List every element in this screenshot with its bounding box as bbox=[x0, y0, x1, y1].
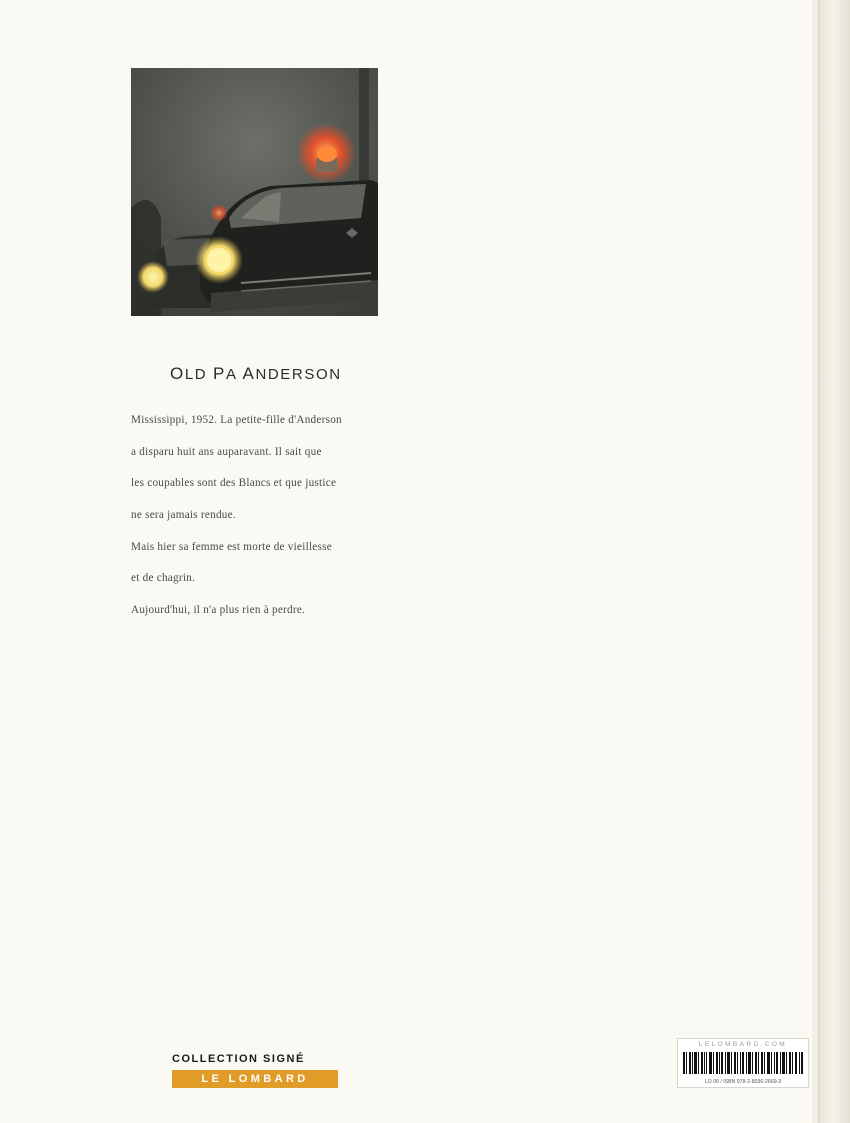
isbn-barcode bbox=[677, 1038, 809, 1088]
summary-line: et de chagrin. bbox=[131, 572, 196, 585]
publisher-url: LELOMBARD.COM bbox=[698, 1041, 788, 1048]
summary-line: Aujourd'hui, il n'a plus rien à perdre. bbox=[131, 604, 306, 617]
summary-line: Mais hier sa femme est morte de vieillesse bbox=[131, 540, 332, 553]
spine-fold bbox=[818, 0, 820, 1123]
cover-illustration bbox=[131, 68, 378, 316]
book-title: OLD PA ANDERSON bbox=[170, 364, 342, 383]
summary-line: a disparu huit ans auparavant. Il sait que bbox=[131, 445, 322, 458]
summary-line: Mississippi, 1952. La petite-fille d'Anderson bbox=[131, 414, 342, 426]
isbn-code: LO 06 / ISBN 978-2-8036-2669-3 bbox=[704, 1079, 782, 1085]
summary-line: les coupables sont des Blancs et que justice bbox=[131, 477, 337, 490]
publisher-name: LE LOMBARD bbox=[172, 1070, 338, 1088]
barcode-icon bbox=[683, 1052, 803, 1074]
book-summary bbox=[131, 414, 391, 636]
summary-line: ne sera jamais rendue. bbox=[131, 509, 236, 522]
publisher-logo bbox=[172, 1053, 338, 1088]
collection-label: COLLECTION SIGNÉ bbox=[172, 1053, 305, 1065]
